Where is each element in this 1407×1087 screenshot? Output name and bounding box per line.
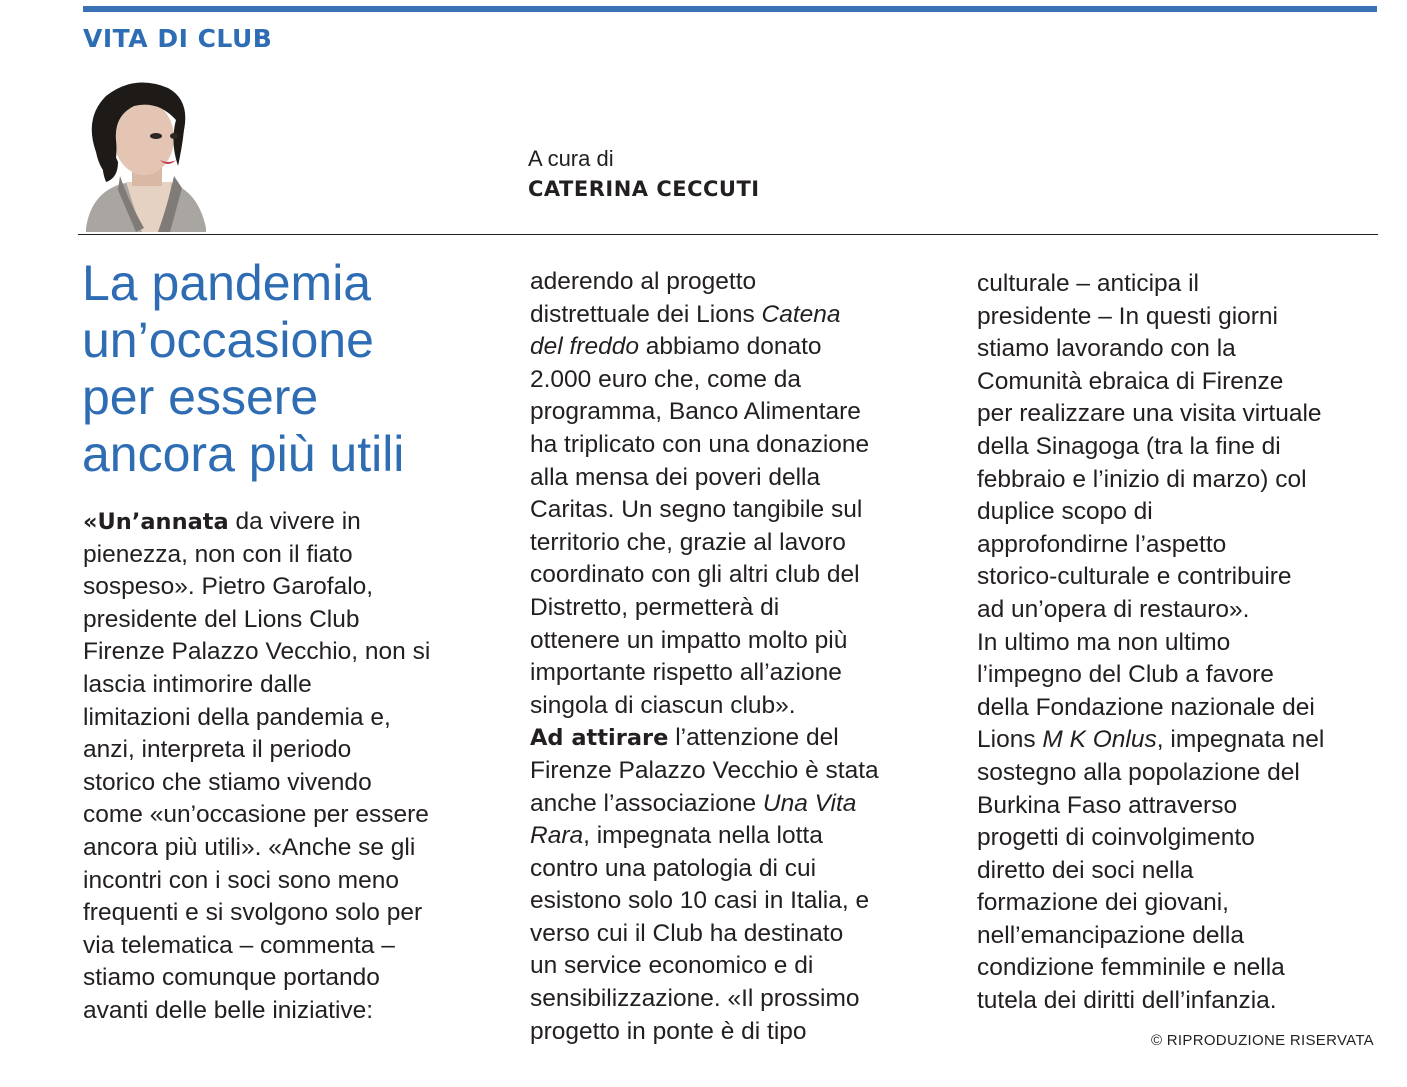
text-line xyxy=(530,1016,879,1049)
italic-text: Rara xyxy=(530,822,584,850)
text-line xyxy=(530,983,879,1016)
text-segment: l’impegno del Club a favore xyxy=(977,661,1274,689)
text-segment: importante rispetto all’azione xyxy=(530,659,842,687)
text-segment: singola di ciascun club». xyxy=(530,691,796,719)
byline-prefix: A cura di xyxy=(528,146,614,171)
text-segment: come «un’occasione per essere xyxy=(83,801,429,829)
article-column-2 xyxy=(530,266,879,1048)
text-segment: Burkina Faso attraverso xyxy=(977,791,1238,819)
text-line xyxy=(530,885,879,918)
text-segment: stiamo lavorando con la xyxy=(977,335,1236,363)
text-segment: alla mensa dei poveri della xyxy=(530,463,821,491)
text-segment: incontri con i soci sono meno xyxy=(83,866,399,894)
text-segment: In ultimo ma non ultimo xyxy=(977,628,1231,656)
section-title: VITA DI CLUB xyxy=(83,24,273,53)
lead-in-bold: «Un’annata xyxy=(83,509,229,535)
text-line xyxy=(83,832,430,865)
text-line xyxy=(977,822,1324,855)
text-segment: lascia intimorire dalle xyxy=(83,670,312,698)
text-segment: anzi, interpreta il periodo xyxy=(83,736,352,764)
text-line xyxy=(530,657,879,690)
text-line xyxy=(977,398,1324,431)
text-line xyxy=(83,702,430,735)
text-line xyxy=(530,396,879,429)
text-segment: Lions xyxy=(977,726,1043,754)
text-segment: programma, Banco Alimentare xyxy=(530,398,861,426)
headline-line: per essere xyxy=(82,369,319,425)
text-segment: febbraio e l’inizio di marzo) col xyxy=(977,465,1307,493)
text-line xyxy=(977,627,1324,660)
text-line xyxy=(977,724,1324,757)
text-segment: Firenze Palazzo Vecchio, non si xyxy=(83,638,431,666)
headline-line: La pandemia xyxy=(82,255,372,311)
text-segment: tutela dei diritti dell’infanzia. xyxy=(977,987,1277,1015)
text-line xyxy=(530,592,879,625)
text-segment: presidente – In questi giorni xyxy=(977,302,1278,330)
text-segment: frequenti e si svolgono solo per xyxy=(83,899,423,927)
text-segment: formazione dei giovani, xyxy=(977,889,1229,917)
text-line xyxy=(83,669,430,702)
text-segment: distrettuale dei Lions xyxy=(530,300,762,328)
text-line xyxy=(530,494,879,527)
text-line xyxy=(530,853,879,886)
text-segment: nell’emancipazione della xyxy=(977,921,1244,949)
text-line xyxy=(977,855,1324,888)
text-line xyxy=(530,950,879,983)
text-segment: esistono solo 10 casi in Italia, e xyxy=(530,887,870,915)
text-segment: Distretto, permetterà di xyxy=(530,593,780,621)
text-segment: progetto in ponte è di tipo xyxy=(530,1017,807,1045)
text-segment: anche l’associazione xyxy=(530,789,763,817)
text-segment: culturale – anticipa il xyxy=(977,270,1199,297)
text-segment: condizione femminile e nella xyxy=(977,954,1285,982)
text-line xyxy=(530,820,879,853)
text-segment: 2.000 euro che, come da xyxy=(530,365,802,393)
text-segment: limitazioni della pandemia e, xyxy=(83,703,391,731)
text-line xyxy=(83,734,430,767)
article-column-3 xyxy=(977,268,1324,1018)
text-line xyxy=(977,333,1324,366)
byline-author: CATERINA CECCUTI xyxy=(528,177,760,201)
text-line xyxy=(530,918,879,951)
text-segment: presidente del Lions Club xyxy=(83,605,360,633)
text-segment: diretto dei soci nella xyxy=(977,856,1194,884)
byline xyxy=(528,144,760,204)
text-line xyxy=(83,962,430,995)
text-line xyxy=(530,559,879,592)
text-segment: ad un’opera di restauro». xyxy=(977,595,1250,623)
text-line xyxy=(977,887,1324,920)
text-segment: ottenere un impatto molto più xyxy=(530,626,848,654)
text-line xyxy=(977,790,1324,823)
text-line xyxy=(83,865,430,898)
text-line xyxy=(977,561,1324,594)
text-segment: contro una patologia di cui xyxy=(530,854,817,882)
text-line xyxy=(83,897,430,930)
text-line xyxy=(83,767,430,800)
text-line xyxy=(977,496,1324,529)
italic-text: Una Vita xyxy=(762,789,857,817)
text-segment: duplice scopo di xyxy=(977,498,1153,526)
text-line xyxy=(83,539,430,572)
text-segment: sensibilizzazione. «Il prossimo xyxy=(530,985,860,1013)
text-segment: per realizzare una visita virtuale xyxy=(977,400,1322,428)
text-line xyxy=(530,331,879,364)
text-segment: Firenze Palazzo Vecchio è stata xyxy=(530,756,879,784)
text-line xyxy=(530,266,879,299)
text-segment: storico-culturale e contribuire xyxy=(977,563,1292,591)
text-line xyxy=(977,366,1324,399)
text-line xyxy=(83,799,430,832)
text-segment: sostegno alla popolazione del xyxy=(977,758,1300,786)
text-line xyxy=(83,636,430,669)
text-segment: abbiamo donato xyxy=(638,333,822,361)
text-line xyxy=(530,755,879,788)
text-segment: ha triplicato con una donazione xyxy=(530,430,870,458)
text-segment: pienezza, non con il fiato xyxy=(83,540,353,568)
text-line xyxy=(977,594,1324,627)
text-line xyxy=(977,692,1324,725)
text-segment: ancora più utili». «Anche se gli xyxy=(83,833,416,861)
text-line xyxy=(977,952,1324,985)
text-line xyxy=(977,464,1324,497)
text-line xyxy=(530,364,879,397)
text-line xyxy=(977,529,1324,562)
text-segment: stiamo comunque portando xyxy=(83,964,380,992)
text-segment: storico che stiamo vivendo xyxy=(83,768,372,796)
text-segment: avanti delle belle iniziative: xyxy=(83,996,374,1024)
headline-line: ancora più utili xyxy=(82,426,405,482)
article-column-1 xyxy=(83,506,430,1028)
text-segment: della Fondazione nazionale dei xyxy=(977,693,1315,721)
text-line xyxy=(83,995,430,1028)
text-line xyxy=(977,757,1324,790)
text-segment: territorio che, grazie al lavoro xyxy=(530,528,846,556)
lead-in-bold: Ad attirare xyxy=(530,725,669,752)
text-line xyxy=(83,604,430,637)
text-line xyxy=(530,788,879,821)
italic-text: M K Onlus xyxy=(1042,726,1157,754)
italic-text: del freddo xyxy=(530,333,639,361)
text-line xyxy=(530,527,879,560)
text-segment: un service economico e di xyxy=(530,952,814,980)
text-segment: via telematica – commenta – xyxy=(83,931,395,959)
text-line xyxy=(977,301,1324,334)
top-rule xyxy=(83,6,1377,12)
text-segment: approfondirne l’aspetto xyxy=(977,530,1227,558)
text-line xyxy=(530,299,879,332)
text-segment: aderendo al progetto xyxy=(530,268,757,295)
text-line xyxy=(83,930,430,963)
text-segment: , impegnata nella lotta xyxy=(583,822,823,850)
text-line xyxy=(977,659,1324,692)
text-line xyxy=(530,429,879,462)
text-line xyxy=(83,571,430,604)
text-segment: verso cui il Club ha destinato xyxy=(530,919,844,947)
text-line xyxy=(530,722,879,755)
text-line xyxy=(83,506,430,539)
headline xyxy=(82,255,492,483)
text-line xyxy=(530,625,879,658)
text-line xyxy=(977,268,1324,301)
text-segment: della Sinagoga (tra la fine di xyxy=(977,432,1281,460)
text-segment: l’attenzione del xyxy=(668,724,839,752)
text-line xyxy=(977,431,1324,464)
italic-text: Catena xyxy=(761,300,841,328)
text-segment: progetti di coinvolgimento xyxy=(977,824,1255,852)
text-line xyxy=(977,985,1324,1018)
copyright-notice: © RIPRODUZIONE RISERVATA xyxy=(1150,1032,1374,1049)
headline-line: un’occasione xyxy=(82,312,374,368)
text-line xyxy=(530,690,879,723)
header-divider xyxy=(78,234,1378,235)
text-segment: Caritas. Un segno tangibile sul xyxy=(530,496,863,524)
text-segment: coordinato con gli altri club del xyxy=(530,561,860,589)
text-line xyxy=(530,462,879,495)
text-segment: Comunità ebraica di Firenze xyxy=(977,367,1284,395)
text-line xyxy=(977,920,1324,953)
text-segment: da vivere in xyxy=(228,508,361,535)
text-segment: sospeso». Pietro Garofalo, xyxy=(83,573,374,601)
author-photo xyxy=(78,78,208,232)
text-segment: , impegnata nel xyxy=(1156,726,1325,754)
